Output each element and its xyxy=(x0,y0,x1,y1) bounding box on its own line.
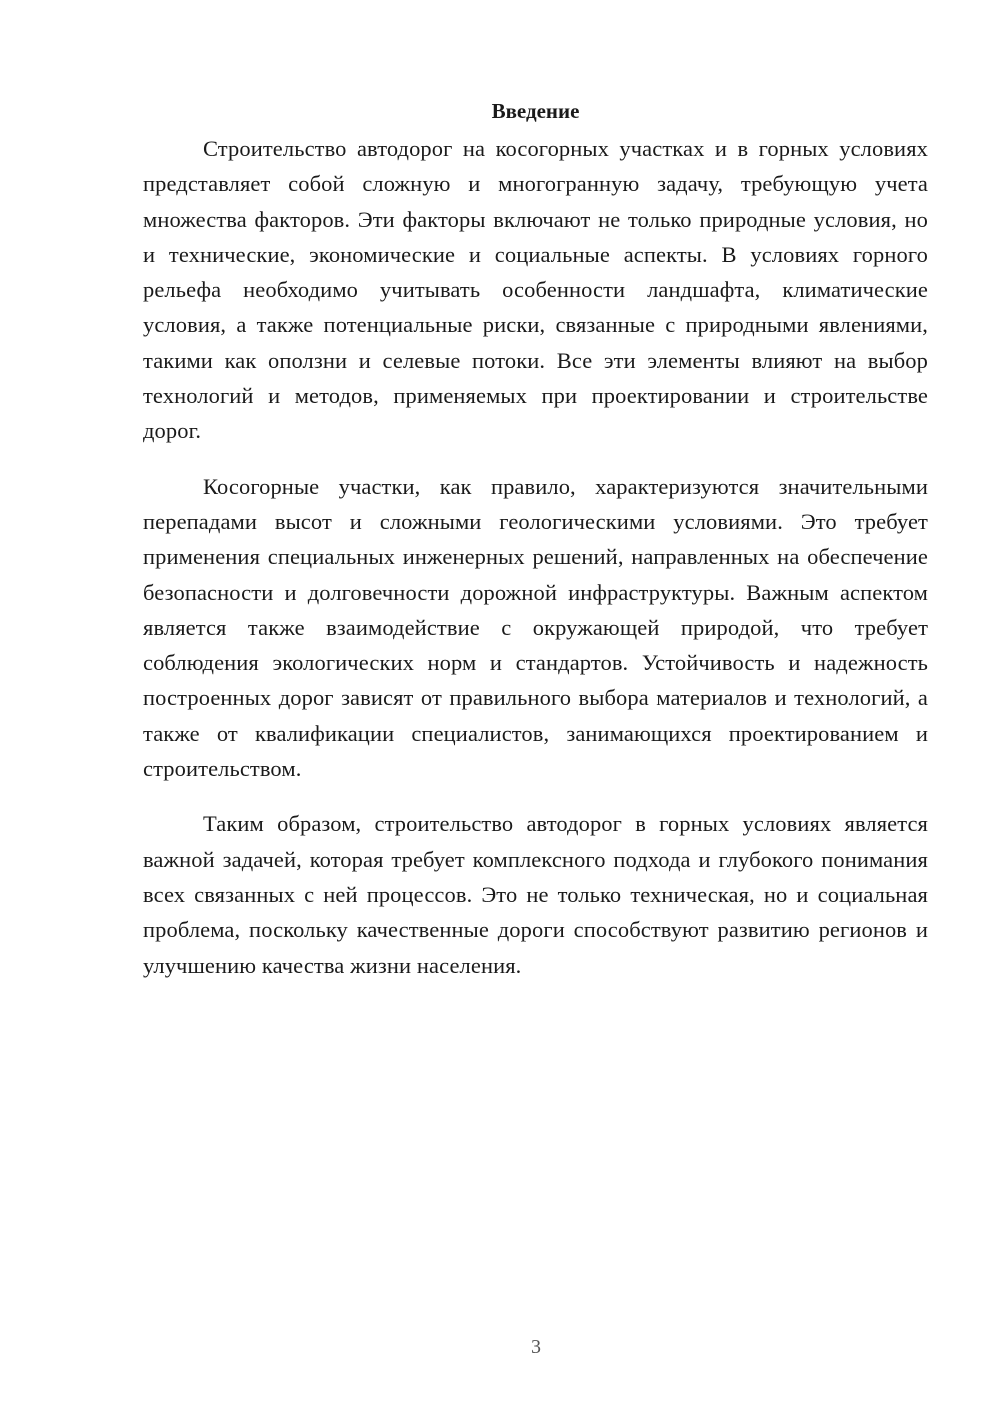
paragraph-2: Косогорные участки, как правило, характеризуются значительными перепадами высот и сложными геологическими условиями. Это требует применения специальных инженерных решений, направленных на обеспечение безопасности и долговечности дорожной инфраструктуры. Важным аспектом является также взаимодействие с окружающей природой, что требует соблюдения экологических норм и стандартов. Устойчивость и надежность построенных дорог зависят от правильного выбора материалов и технологий, а также от квалификации специалистов, занимающихся проектированием и строительством. xyxy=(143,473,928,782)
paragraph-1: Строительство автодорог на косогорных участках и в горных условиях представляет собой сложную и многогранную задачу, требующую учета множества факторов. Эти факторы включают не только природные условия, но и технические, экономические и социальные аспекты. В условиях горного рельефа необходимо учитывать особенности ландшафта, климатические условия, а также потенциальные риски, связанные с природными явлениями, такими как оползни и селевые потоки. Все эти элементы влияют на выбор технологий и методов, применяемых при проектировании и строительстве дорог. xyxy=(143,136,928,444)
page-number: 3 xyxy=(531,1336,541,1358)
paragraph-3: Таким образом, строительство автодорог в горных условиях является важной задачей, которая требует комплексного подхода и глубокого понимания всех связанных с ней процессов. Это не только техническая, но и социальная проблема, поскольку качественные дороги способствуют развитию регионов и улучшению качества жизни населения. xyxy=(143,811,928,978)
document-body xyxy=(143,96,928,1003)
section-heading: Введение xyxy=(491,99,580,123)
